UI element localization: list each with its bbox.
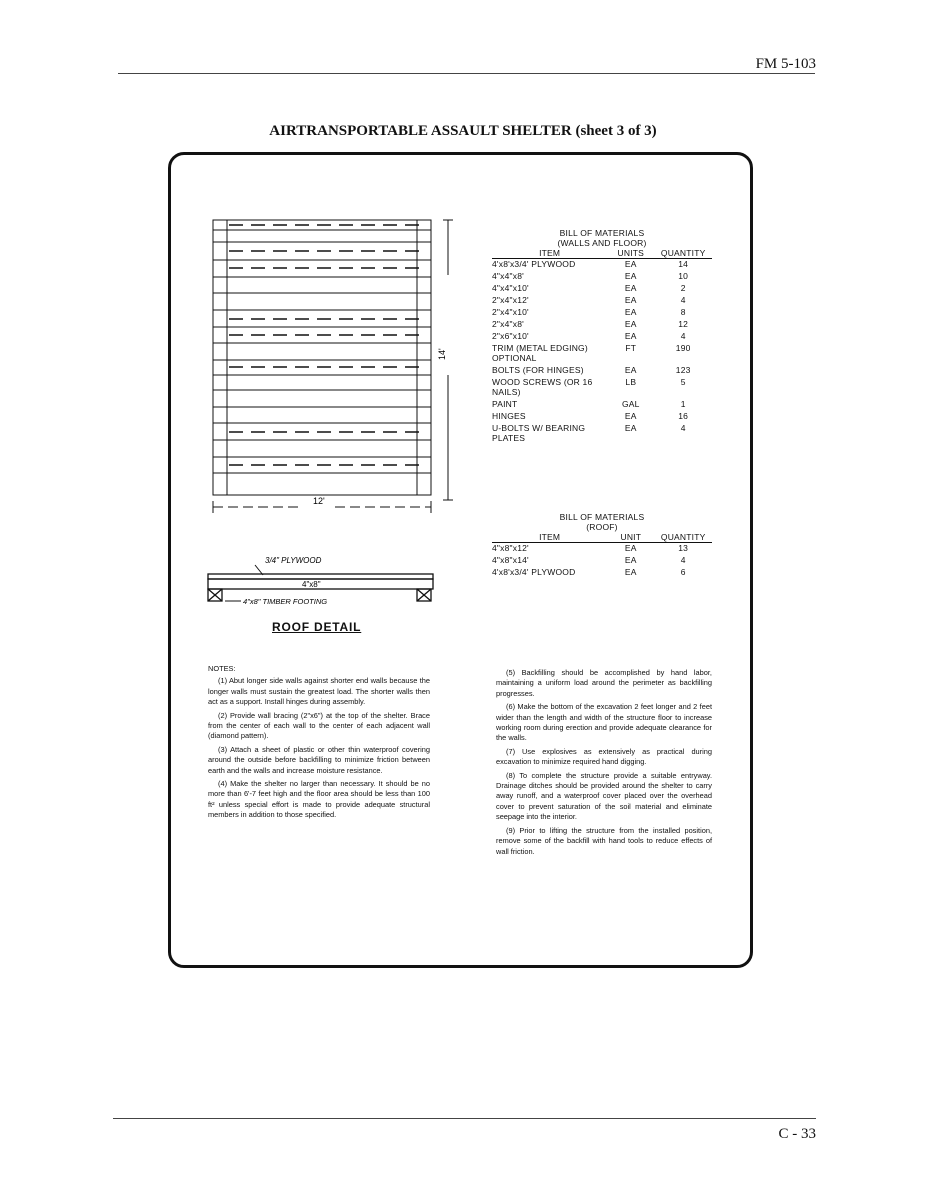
notes-heading: NOTES: [208, 664, 236, 673]
table-row [492, 283, 712, 295]
unit-cell: EA [624, 411, 637, 421]
unit-cell: EA [624, 259, 637, 269]
page-number: C - 33 [778, 1126, 816, 1142]
qty-cell: 190 [675, 343, 691, 353]
bom-roof-subcaption: (ROOF) [586, 522, 618, 532]
unit-cell: GAL [622, 399, 640, 409]
qty-cell: 123 [675, 365, 691, 375]
bom-roof-caption: BILL OF MATERIALS [559, 512, 645, 522]
item-cell: 4"x4"x10' [492, 283, 529, 293]
table-row [492, 331, 712, 343]
item-cell: U-BOLTS W/ BEARING PLATES [492, 423, 586, 443]
item-cell: BOLTS (FOR HINGES) [492, 365, 584, 375]
plywood-layer [208, 574, 433, 579]
unit-cell: EA [624, 295, 637, 305]
table-row [492, 319, 712, 331]
unit-cell: EA [624, 331, 637, 341]
qty-cell: 12 [678, 319, 689, 329]
footer-rule [113, 1118, 816, 1119]
unit-cell: EA [624, 423, 637, 433]
table-row [492, 555, 712, 567]
width-dimension-label: 12' [313, 496, 325, 506]
note-3: (3) Attach a sheet of plastic or other thin waterproof covering around the outside before backfilling to minimize friction between earth and the walls and increase moisture resistance. [208, 744, 430, 775]
qty-cell: 4 [680, 423, 686, 433]
item-cell: 4"x8"x12' [492, 543, 529, 553]
qty-cell: 4 [680, 331, 686, 341]
unit-cell: EA [624, 543, 637, 553]
col-quantity: QUANTITY [654, 248, 712, 259]
item-cell: 4'x8'x3/4' PLYWOOD [492, 259, 576, 269]
table-row [492, 271, 712, 283]
plywood-label: 3/4" PLYWOOD [265, 556, 322, 565]
table-row [492, 307, 712, 319]
note-6: (6) Make the bottom of the excavation 2 feet longer and 2 feet wider than the length and width of the structure floor to increase working room during erection and provide adequate clearance for the walls. [496, 702, 712, 743]
note-1: (1) Abut longer side walls against shorter end walls because the longer walls must sustain the greatest load. The shorter walls then act as a support. Install hinges during assembly. [208, 676, 430, 707]
note-5: (5) Backfilling should be accomplished by hand labor, maintaining a uniform load around the perimeter as backfilling progresses. [496, 668, 712, 698]
qty-cell: 14 [678, 259, 689, 269]
unit-cell: LB [625, 377, 637, 387]
unit-cell: EA [624, 283, 637, 293]
col-unit: UNIT [607, 532, 654, 543]
qty-cell: 4 [680, 295, 686, 305]
item-cell: HINGES [492, 411, 526, 421]
col-item: ITEM [492, 248, 607, 259]
qty-cell: 16 [678, 411, 689, 421]
qty-cell: 5 [680, 377, 686, 387]
note-7: (7) Use explosives as extensively as practical during excavation to minimize required hand digging. [496, 746, 712, 767]
bom-walls-floor [492, 228, 712, 445]
header-rule [118, 73, 815, 74]
table-row [492, 343, 712, 365]
item-cell: 2"x4"x8' [492, 319, 524, 329]
item-cell: WOOD SCREWS (OR 16 NAILS) [492, 377, 593, 397]
note-9: (9) Prior to lifting the structure from the installed position, remove some of the backfill with hand tools to reduce effects of wall friction. [496, 825, 712, 856]
unit-cell: FT [625, 343, 637, 353]
table-row [492, 399, 712, 411]
item-cell: 4'x8'x3/4' PLYWOOD [492, 567, 576, 577]
note-2: (2) Provide wall bracing (2"x6") at the top of the shelter. Brace from the center of each wall to the center of each adjacent wall (diamond pattern). [208, 710, 430, 741]
table-row [492, 423, 712, 445]
bom-walls-caption: BILL OF MATERIALS [559, 228, 645, 238]
title-main: AIRTRANSPORTABLE ASSAULT SHELTER [269, 123, 572, 139]
unit-cell: EA [624, 555, 637, 565]
item-cell: TRIM (METAL EDGING) OPTIONAL [492, 343, 588, 363]
item-cell: PAINT [492, 399, 518, 409]
col-item: ITEM [492, 532, 607, 543]
unit-cell: EA [624, 365, 637, 375]
qty-cell: 1 [680, 399, 686, 409]
bom-walls-subcaption: (WALLS AND FLOOR) [557, 238, 647, 248]
qty-cell: 8 [680, 307, 686, 317]
table-row [492, 295, 712, 307]
beam-label: 4"x8" [302, 580, 321, 589]
item-cell: 2"x4"x12' [492, 295, 529, 305]
unit-cell: EA [624, 319, 637, 329]
qty-cell: 6 [680, 567, 686, 577]
table-row [492, 411, 712, 423]
bom-roof-table [492, 532, 712, 579]
unit-cell: EA [624, 271, 637, 281]
roof-detail-title: ROOF DETAIL [272, 620, 362, 634]
qty-cell: 13 [678, 543, 689, 553]
qty-cell: 4 [680, 555, 686, 565]
roof-detail-diagram [205, 545, 445, 615]
bom-walls-table [492, 248, 712, 445]
item-cell: 4"x8"x14' [492, 555, 529, 565]
col-units: UNITS [607, 248, 654, 259]
title-sheet: (sheet 3 of 3) [575, 123, 657, 139]
footing-label: 4"x8" TIMBER FOOTING [243, 597, 328, 606]
col-quantity: QUANTITY [654, 532, 712, 543]
manual-number: FM 5-103 [755, 56, 816, 72]
table-row [492, 377, 712, 399]
item-cell: 2"x4"x10' [492, 307, 529, 317]
page-title [0, 123, 926, 140]
qty-cell: 2 [680, 283, 686, 293]
note-8: (8) To complete the structure provide a suitable entryway. Drainage ditches should be provided around the shelter to carry away runoff, and a waterproof cover placed over the overhead cover to prevent saturation of the soil material and eliminate seepage into the interior. [496, 770, 712, 822]
table-row [492, 567, 712, 579]
qty-cell: 10 [678, 271, 689, 281]
bom-roof [492, 512, 712, 579]
notes-left-column [208, 664, 430, 824]
table-row [492, 365, 712, 377]
notes-right-column [496, 668, 712, 860]
note-4: (4) Make the shelter no larger than necessary. It should be no more than 6'-7 feet high and the floor area should be less than 100 ft² unless special effort is made to provide adequate structural members in addition to those specified. [208, 779, 430, 820]
unit-cell: EA [624, 567, 637, 577]
item-cell: 2"x6"x10' [492, 331, 529, 341]
height-dimension-label: 14' [437, 348, 447, 360]
table-row [492, 543, 712, 556]
table-row [492, 259, 712, 272]
item-cell: 4"x4"x8' [492, 271, 524, 281]
wall-panel-diagram [205, 215, 465, 515]
unit-cell: EA [624, 307, 637, 317]
